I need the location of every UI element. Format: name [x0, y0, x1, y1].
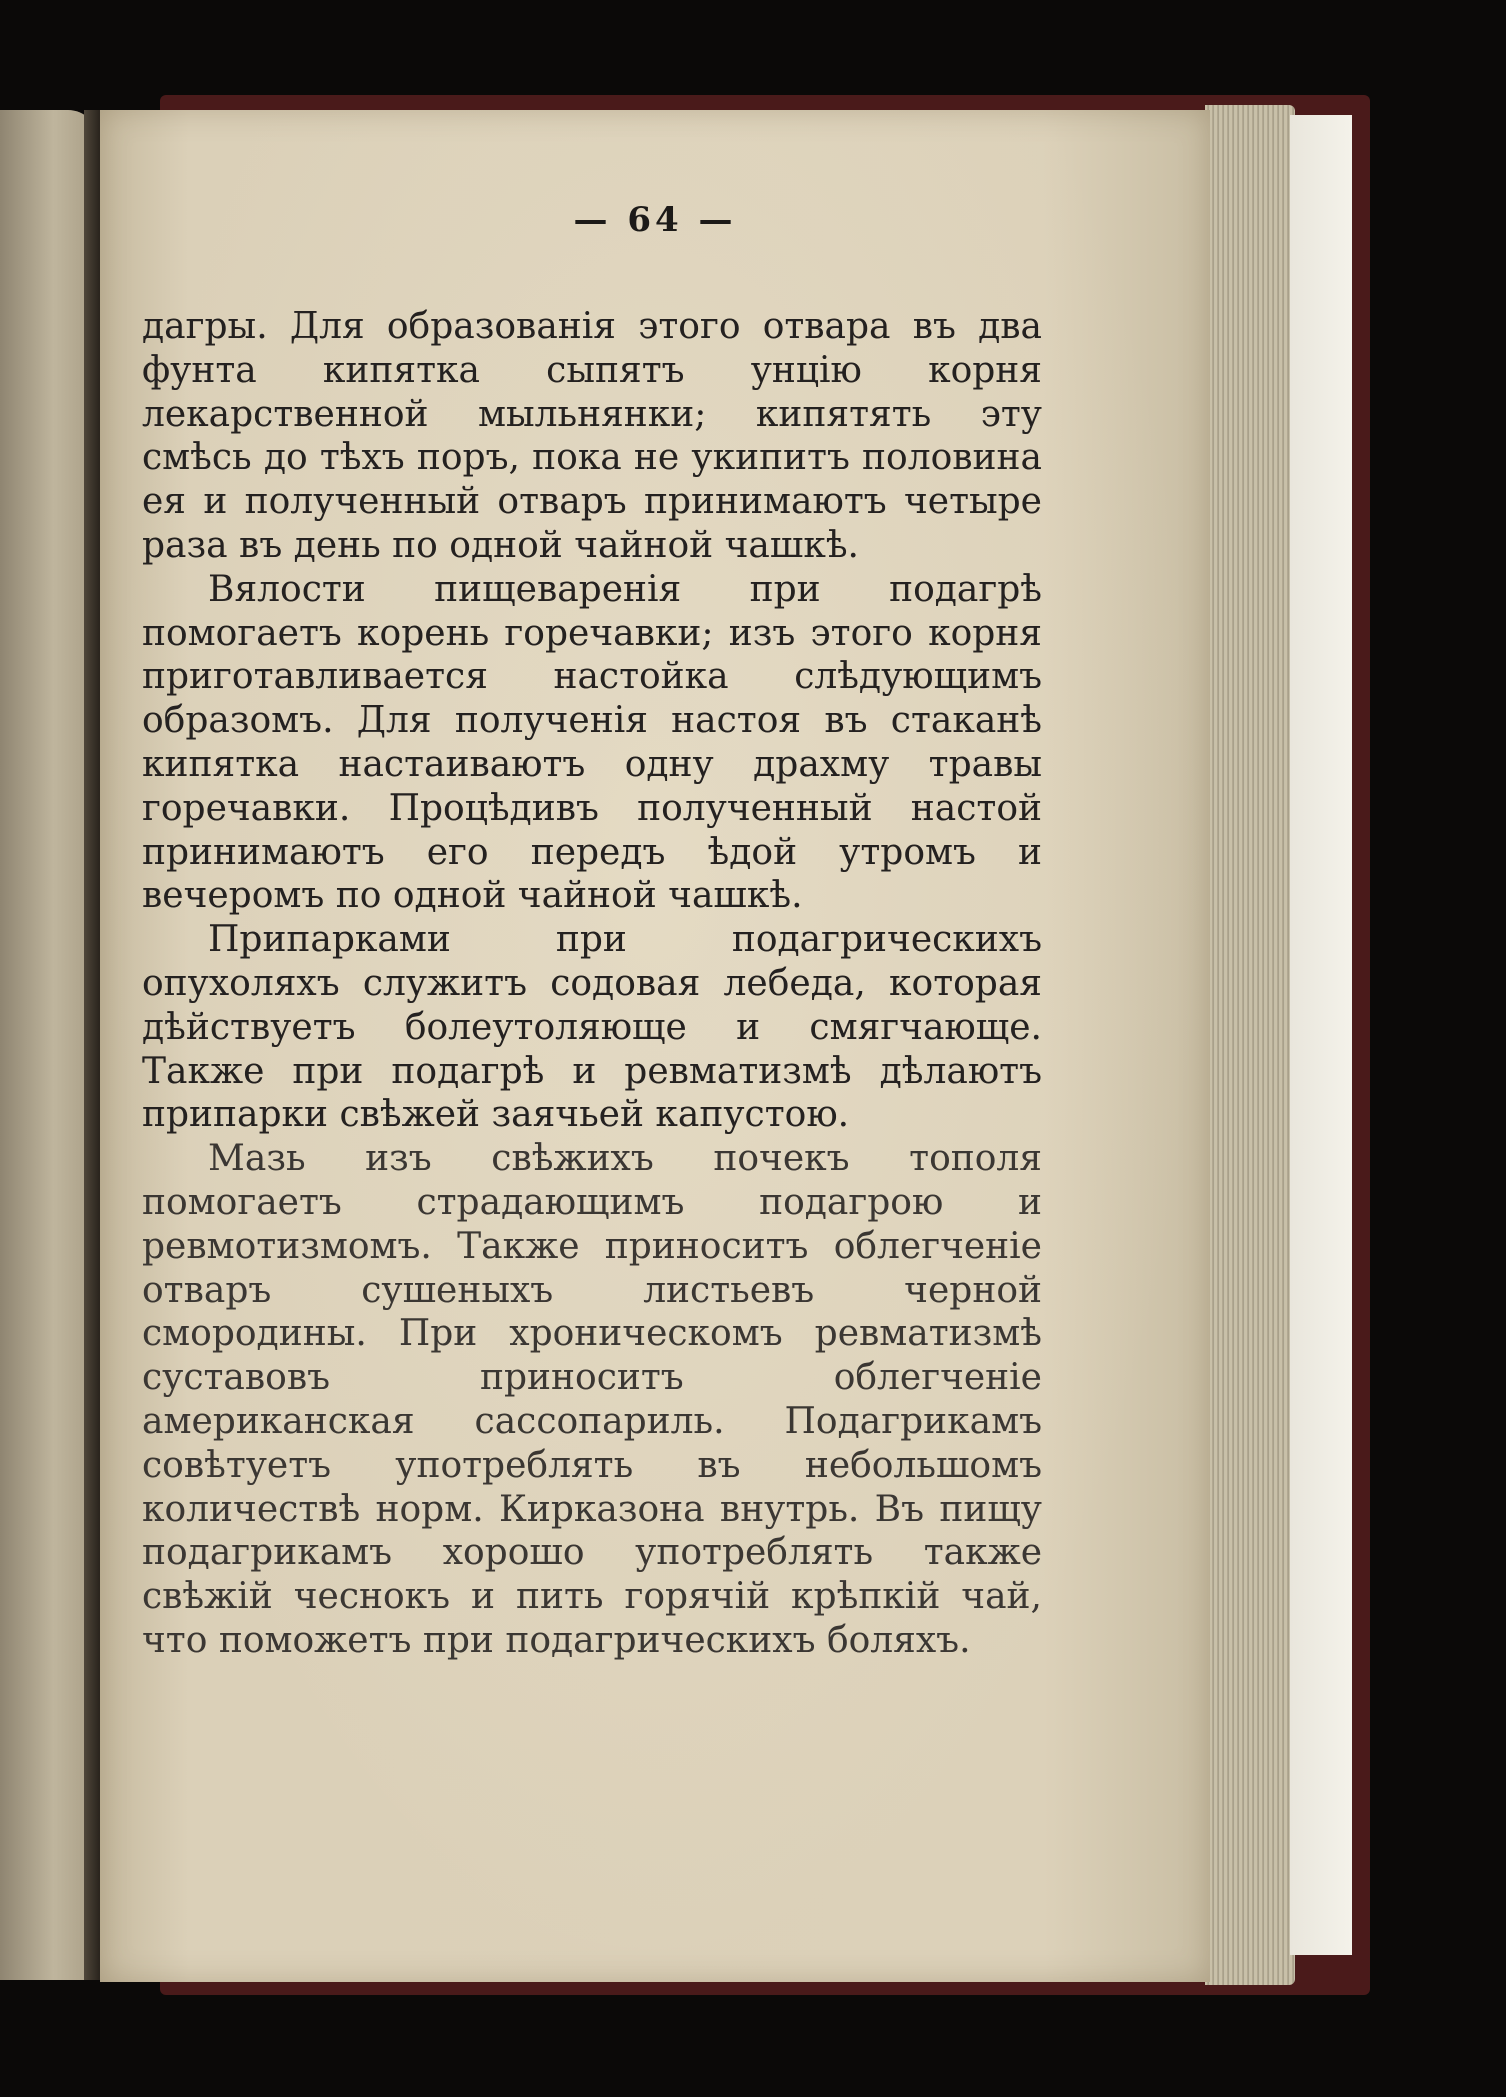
page-number: — 64 —	[573, 200, 737, 240]
paragraph-1	[142, 305, 1042, 568]
inserted-sheet	[1290, 115, 1352, 1955]
paragraph-2	[142, 568, 1042, 918]
paragraph-2-text: Вялости пищеваренія при подагрѣ помогаетъ корень горечавки; изъ этого корня приготавливается настойка слѣдующимъ образомъ. Для полученія настоя въ стаканѣ кипятка настаиваютъ одну драхму травы горечавки. Процѣдивъ полученный настой принимаютъ его передъ ѣдой утромъ и вечеромъ по одной чайной чашкѣ.	[142, 568, 1042, 917]
paragraph-3	[142, 918, 1042, 1137]
paragraph-4	[142, 1137, 1042, 1663]
paragraph-4-text: Мазь изъ свѣжихъ почекъ тополя помогаетъ страдающимъ подагрою и ревмотизмомъ. Также приноситъ облегченіе отваръ сушеныхъ листьевъ черной смородины. При хроническомъ ревматизмѣ суставовъ приноситъ облегченіе американская сассопариль. Подагрикамъ совѣтуетъ употреблять въ небольшомъ количествѣ норм. Кирказона внутрь. Въ пищу подагрикамъ хорошо употреблять также свѣжій чеснокъ и пить горячій крѣпкій чай, что поможетъ при подагрическихъ боляхъ.	[142, 1138, 1042, 1661]
page-stack-edge	[1205, 105, 1295, 1985]
paragraph-1-text: дагры. Для образованія этого отвара въ два фунта кипятка сыпятъ унцію корня лекарственной мыльнянки; кипятять эту смѣсь до тѣхъ поръ, пока не укипитъ половина ея и полученный отваръ принимаютъ четыре раза въ день по одной чайной чашкѣ.	[142, 306, 1042, 566]
page-text	[142, 305, 1042, 1663]
paragraph-3-text: Припарками при подагрическихъ опухоляхъ служитъ содовая лебеда, которая дѣйствуетъ болеутоляюще и смягчающе. Также при подагрѣ и ревматизмѣ дѣлаютъ припарки свѣжей заячьей капустою.	[142, 919, 1042, 1136]
book-page	[100, 110, 1210, 1982]
